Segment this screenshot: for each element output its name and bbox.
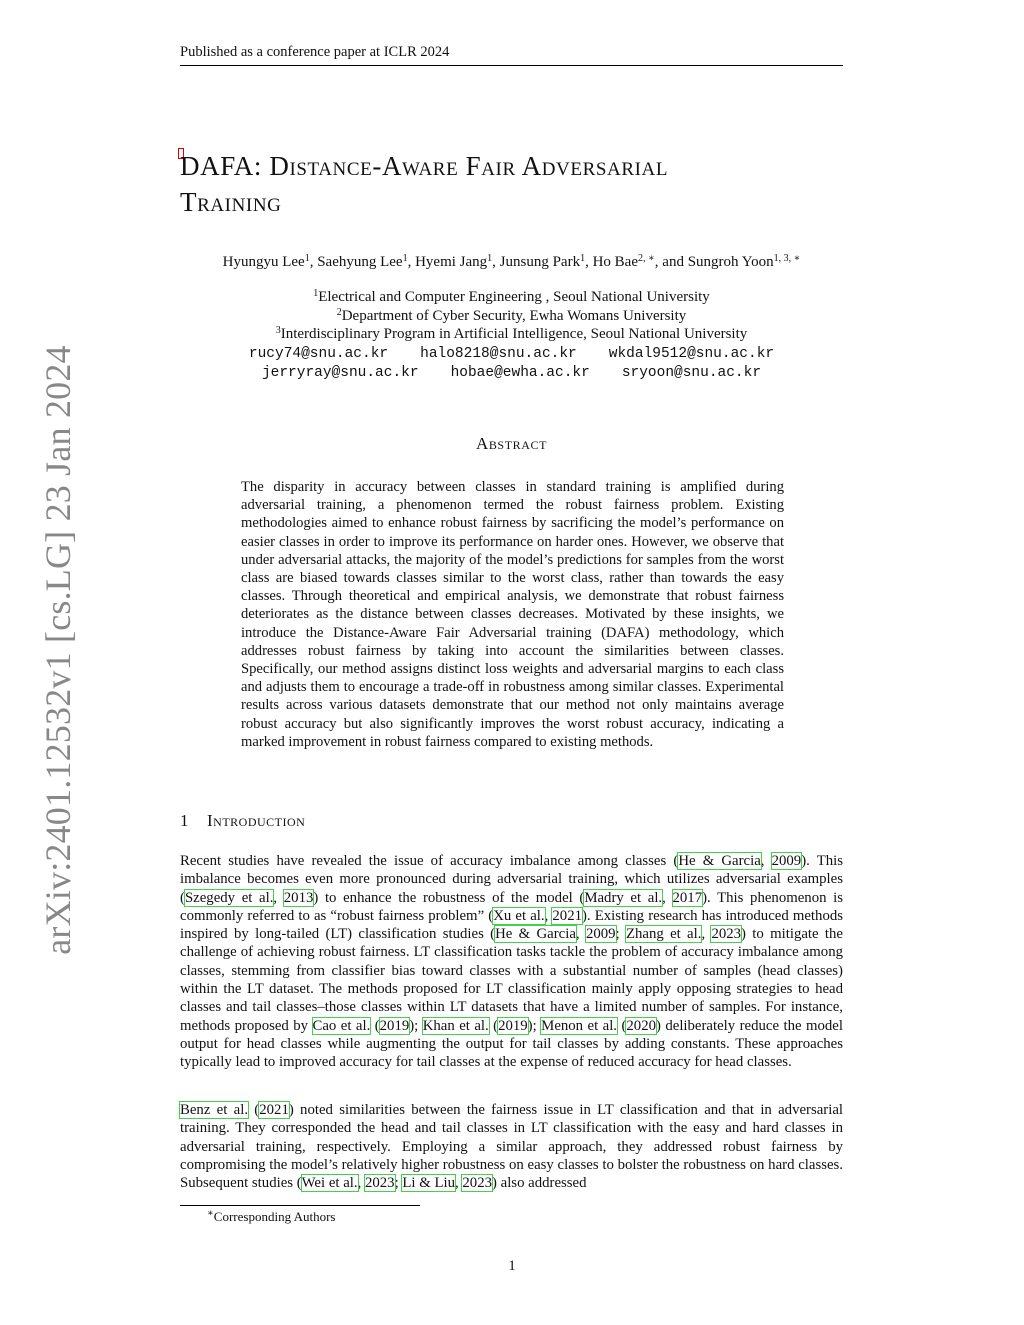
email[interactable]: sryoon@snu.ac.kr bbox=[621, 364, 762, 381]
citation-link[interactable]: Wei et al. bbox=[301, 1175, 358, 1192]
paper-title bbox=[180, 148, 843, 220]
title-line-2: Training bbox=[180, 187, 282, 217]
citation-link[interactable]: Khan et al. bbox=[422, 1017, 489, 1034]
citation-link[interactable]: 2019 bbox=[379, 1017, 410, 1034]
page-number: 1 bbox=[508, 1258, 516, 1274]
affiliation-1: $^1$Electrical and Computer Engineering , Seoul National University bbox=[313, 288, 710, 305]
section-number: 1 bbox=[180, 811, 189, 830]
citation-link[interactable]: Szegedy et al. bbox=[184, 889, 274, 906]
intro-paragraph-1: Recent studies have revealed the issue of accuracy imbalance among classes (He & Garcia, 2009). This imbalance becomes even more pronounced during adversarial training, which utilizes adversarial examples (Szegedy et al., 2013) to enhance the robustness of the model (Madry et al., 2017). This phenomenon is commonly referred to as “robust fairness problem” (Xu et al., 2021). Existing research has introduced methods inspired by long-tailed (LT) classification studies (He & Garcia, 2009; Zhang et al., 2023) to mitigate the challenge of achieving robust fairness. LT classification tasks tackle the problem of accuracy imbalance among classes, stemming from classifier bias toward classes with a substantial number of samples (head classes) within the LT dataset. The methods proposed for LT classification mainly apply opposing strategies to head classes and tail classes–those classes within LT datasets that have a limited number of samples. For instance, methods proposed by Cao et al. (2019); Khan et al. (2019); Menon et al. (2020) deliberately reduce the model output for head classes while augmenting the output for tail classes by adding constants. These approaches typically lead to improved accuracy for tail classes at the expense of reduced accuracy for head classes. bbox=[180, 853, 844, 1071]
author: Sungroh Yoon$^{1, 3, ∗}$ bbox=[687, 253, 801, 270]
author: Saehyung Lee$^1$, bbox=[317, 253, 416, 270]
author: Ho Bae$^{2, ∗}$, and bbox=[592, 253, 688, 270]
abstract-heading: Abstract bbox=[475, 434, 548, 453]
title-line-1: DAFA: Distance-Aware Fair Adversarial bbox=[180, 151, 669, 181]
citation-link[interactable]: Xu et al. bbox=[493, 907, 545, 924]
citation-link[interactable]: 2021 bbox=[259, 1102, 289, 1118]
author: Hyemi Jang$^1$, bbox=[415, 253, 500, 270]
footnote-rule bbox=[180, 1205, 420, 1206]
citation-link[interactable]: 2017 bbox=[672, 889, 703, 906]
citation-link[interactable]: 2023 bbox=[462, 1175, 492, 1192]
citation-link[interactable]: Benz et al. bbox=[180, 1102, 249, 1118]
email-row bbox=[180, 345, 843, 364]
email[interactable]: hobae@ewha.ac.kr bbox=[450, 364, 590, 381]
citation-link[interactable]: Zhang et al. bbox=[625, 926, 702, 943]
citation-link[interactable]: Li & Liu bbox=[402, 1175, 455, 1192]
citation-link[interactable]: He & Garcia bbox=[678, 853, 761, 869]
affiliation-2: $^2$Department of Cyber Security, Ewha Womans University bbox=[336, 306, 687, 324]
citation-link[interactable]: He & Garcia bbox=[495, 926, 576, 943]
author: Junsung Park$^1$, bbox=[499, 253, 593, 270]
running-header: Published as a conference paper at ICLR 2024 bbox=[180, 44, 843, 66]
author-emails bbox=[180, 345, 843, 382]
section-title: Introduction bbox=[207, 811, 306, 830]
citation-link[interactable]: 2019 bbox=[498, 1017, 528, 1034]
email[interactable]: rucy74@snu.ac.kr bbox=[248, 346, 389, 362]
citation-link[interactable]: 2021 bbox=[552, 907, 582, 924]
email[interactable]: jerryray@snu.ac.kr bbox=[261, 364, 419, 381]
citation-link[interactable]: 2013 bbox=[283, 889, 314, 906]
affiliations bbox=[180, 288, 843, 344]
citation-link[interactable]: 2009 bbox=[585, 926, 616, 943]
arxiv-side-stamp: arXiv:2401.12532v1 [cs.LG] 23 Jan 2024 bbox=[38, 345, 78, 955]
citation-link[interactable]: Menon et al. bbox=[541, 1017, 618, 1034]
footnote: ∗Corresponding Authors bbox=[207, 1208, 336, 1224]
citation-link[interactable]: Cao et al. bbox=[312, 1017, 371, 1034]
email[interactable]: halo8218@snu.ac.kr bbox=[420, 346, 577, 362]
author-list bbox=[180, 254, 843, 271]
section-heading bbox=[180, 811, 305, 831]
citation-link[interactable]: 2009 bbox=[771, 853, 802, 869]
email[interactable]: wkdal9512@snu.ac.kr bbox=[608, 346, 775, 362]
author: Hyungyu Lee$^1$, bbox=[222, 253, 318, 270]
citation-link[interactable]: 2023 bbox=[711, 926, 742, 943]
citation-link[interactable]: 2020 bbox=[626, 1017, 656, 1034]
citation-link[interactable]: Madry et al. bbox=[584, 889, 663, 906]
affiliation-3: $^3$Interdisciplinary Program in Artificial Intelligence, Seoul National University bbox=[275, 325, 748, 342]
email-row bbox=[180, 364, 843, 383]
citation-link[interactable]: 2023 bbox=[364, 1175, 395, 1192]
abstract-body: The disparity in accuracy between classes in standard training is amplified during adversarial training, a phenomenon termed the robust fairness problem. Existing methodologies aimed to enhance robust fairness by sacrificing the model’s performance on easier classes in order to improve its performance on harder ones. However, we observe that under adversarial attacks, the majority of the model’s predictions for samples from the worst class are biased towards classes similar to the worst class, rather than towards the easy classes. Through theoretical and empirical analysis, we demonstrate that robust fairness deteriorates as the distance between classes decreases. Motivated by these insights, we introduce the Distance-Aware Fair Adversarial training (DAFA) methodology, which addresses robust fairness by taking into account the similarities between classes. Specifically, our method assigns distinct loss weights and adversarial margins to each class and adjusts them to encourage a trade-off in robustness among similar classes. Experimental results across various datasets demonstrate that our method not only maintains average robust accuracy but also significantly improves the worst robust accuracy, indicating a marked improvement in robust fairness compared to existing methods. bbox=[241, 479, 784, 750]
intro-paragraph-2: Benz et al. (2021) noted similarities between the fairness issue in LT classification and that in adversarial training. They corresponded the head and tail classes in LT classification with the easy and hard classes in adversarial training, respectively. Employing a similar approach, they addressed robust fairness by compromising the model’s relatively higher robustness on easy classes to bolster the robustness on hard classes. Subsequent studies (Wei et al., 2023; Li & Liu, 2023) also addressed bbox=[180, 1102, 844, 1192]
